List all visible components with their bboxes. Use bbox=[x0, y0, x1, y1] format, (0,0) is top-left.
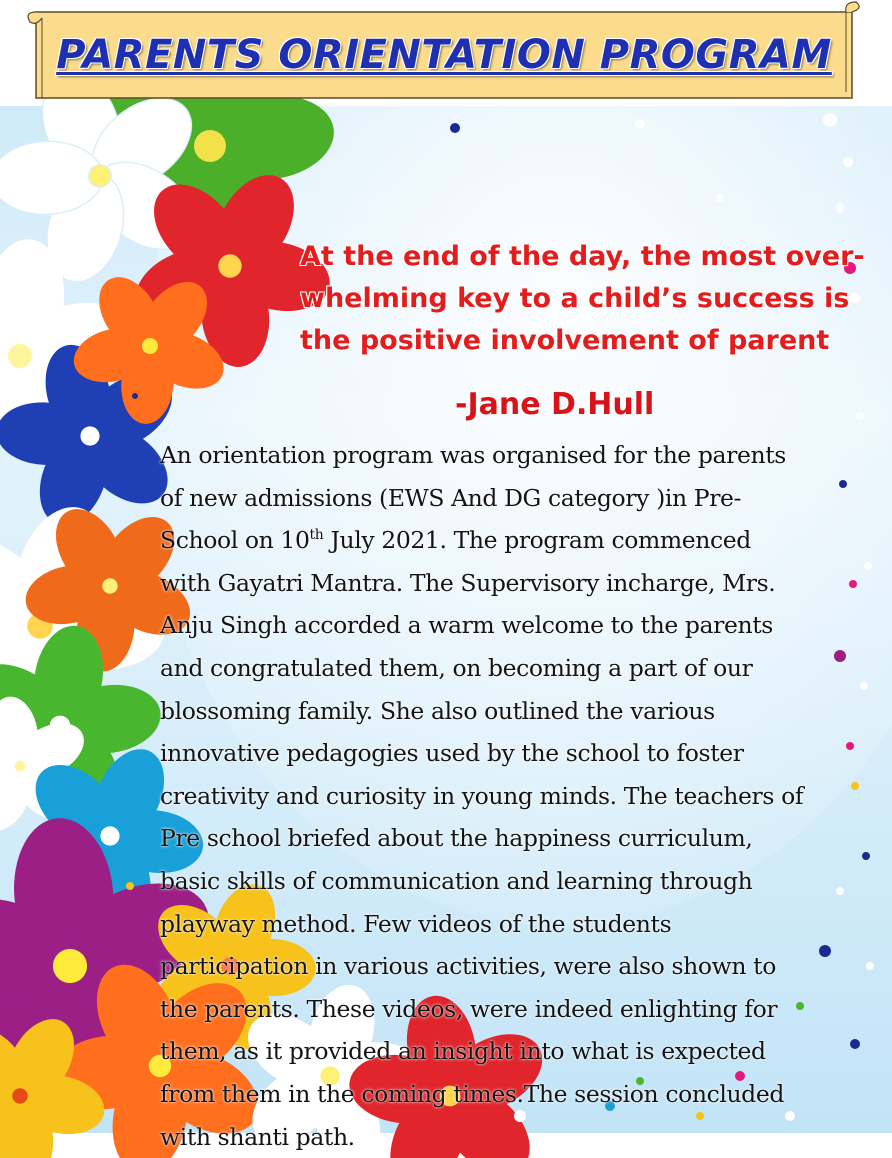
article-line bbox=[160, 519, 872, 562]
article-line-end: July 2021. The program commenced bbox=[323, 526, 751, 554]
article-line-start: School on 10 bbox=[160, 526, 310, 554]
article-line: creativity and curiosity in young minds. The teachers of bbox=[160, 775, 872, 818]
article-line: basic skills of communication and learning through bbox=[160, 860, 872, 903]
date-suffix: th bbox=[310, 527, 324, 543]
article-line: Pre school briefed about the happiness curriculum, bbox=[160, 817, 872, 860]
article-line: An orientation program was organised for the parents bbox=[160, 434, 872, 477]
article-line: them, as it provided an insight into what is expected bbox=[160, 1030, 872, 1073]
article-body bbox=[160, 434, 872, 1158]
article-line: from them in the coming times.The session concluded bbox=[160, 1073, 872, 1116]
quote-text: At the end of the day, the most over-whelming key to a child’s success is the positive involvement of parent bbox=[300, 236, 880, 362]
quote-block bbox=[300, 236, 880, 362]
article-line: innovative pedagogies used by the school to foster bbox=[160, 732, 872, 775]
article-line: Anju Singh accorded a warm welcome to the parents bbox=[160, 604, 872, 647]
article-line: the parents. These videos, were indeed enlighting for bbox=[160, 988, 872, 1031]
article-line: playway method. Few videos of the students bbox=[160, 903, 872, 946]
article-line: participation in various activities, were also shown to bbox=[160, 945, 872, 988]
article-line: of new admissions (EWS And DG category )in Pre- bbox=[160, 477, 872, 520]
article-line: and congratulated them, on becoming a part of our bbox=[160, 647, 872, 690]
article-line: with shanti path. bbox=[160, 1116, 872, 1158]
quote-author: -Jane D.Hull bbox=[455, 384, 654, 426]
article-line: blossoming family. She also outlined the various bbox=[160, 690, 872, 733]
article-line: with Gayatri Mantra. The Supervisory incharge, Mrs. bbox=[160, 562, 872, 605]
poster-background bbox=[0, 106, 892, 1133]
page-title: PARENTS ORIENTATION PROGRAM bbox=[30, 32, 858, 78]
title-banner bbox=[30, 4, 858, 100]
